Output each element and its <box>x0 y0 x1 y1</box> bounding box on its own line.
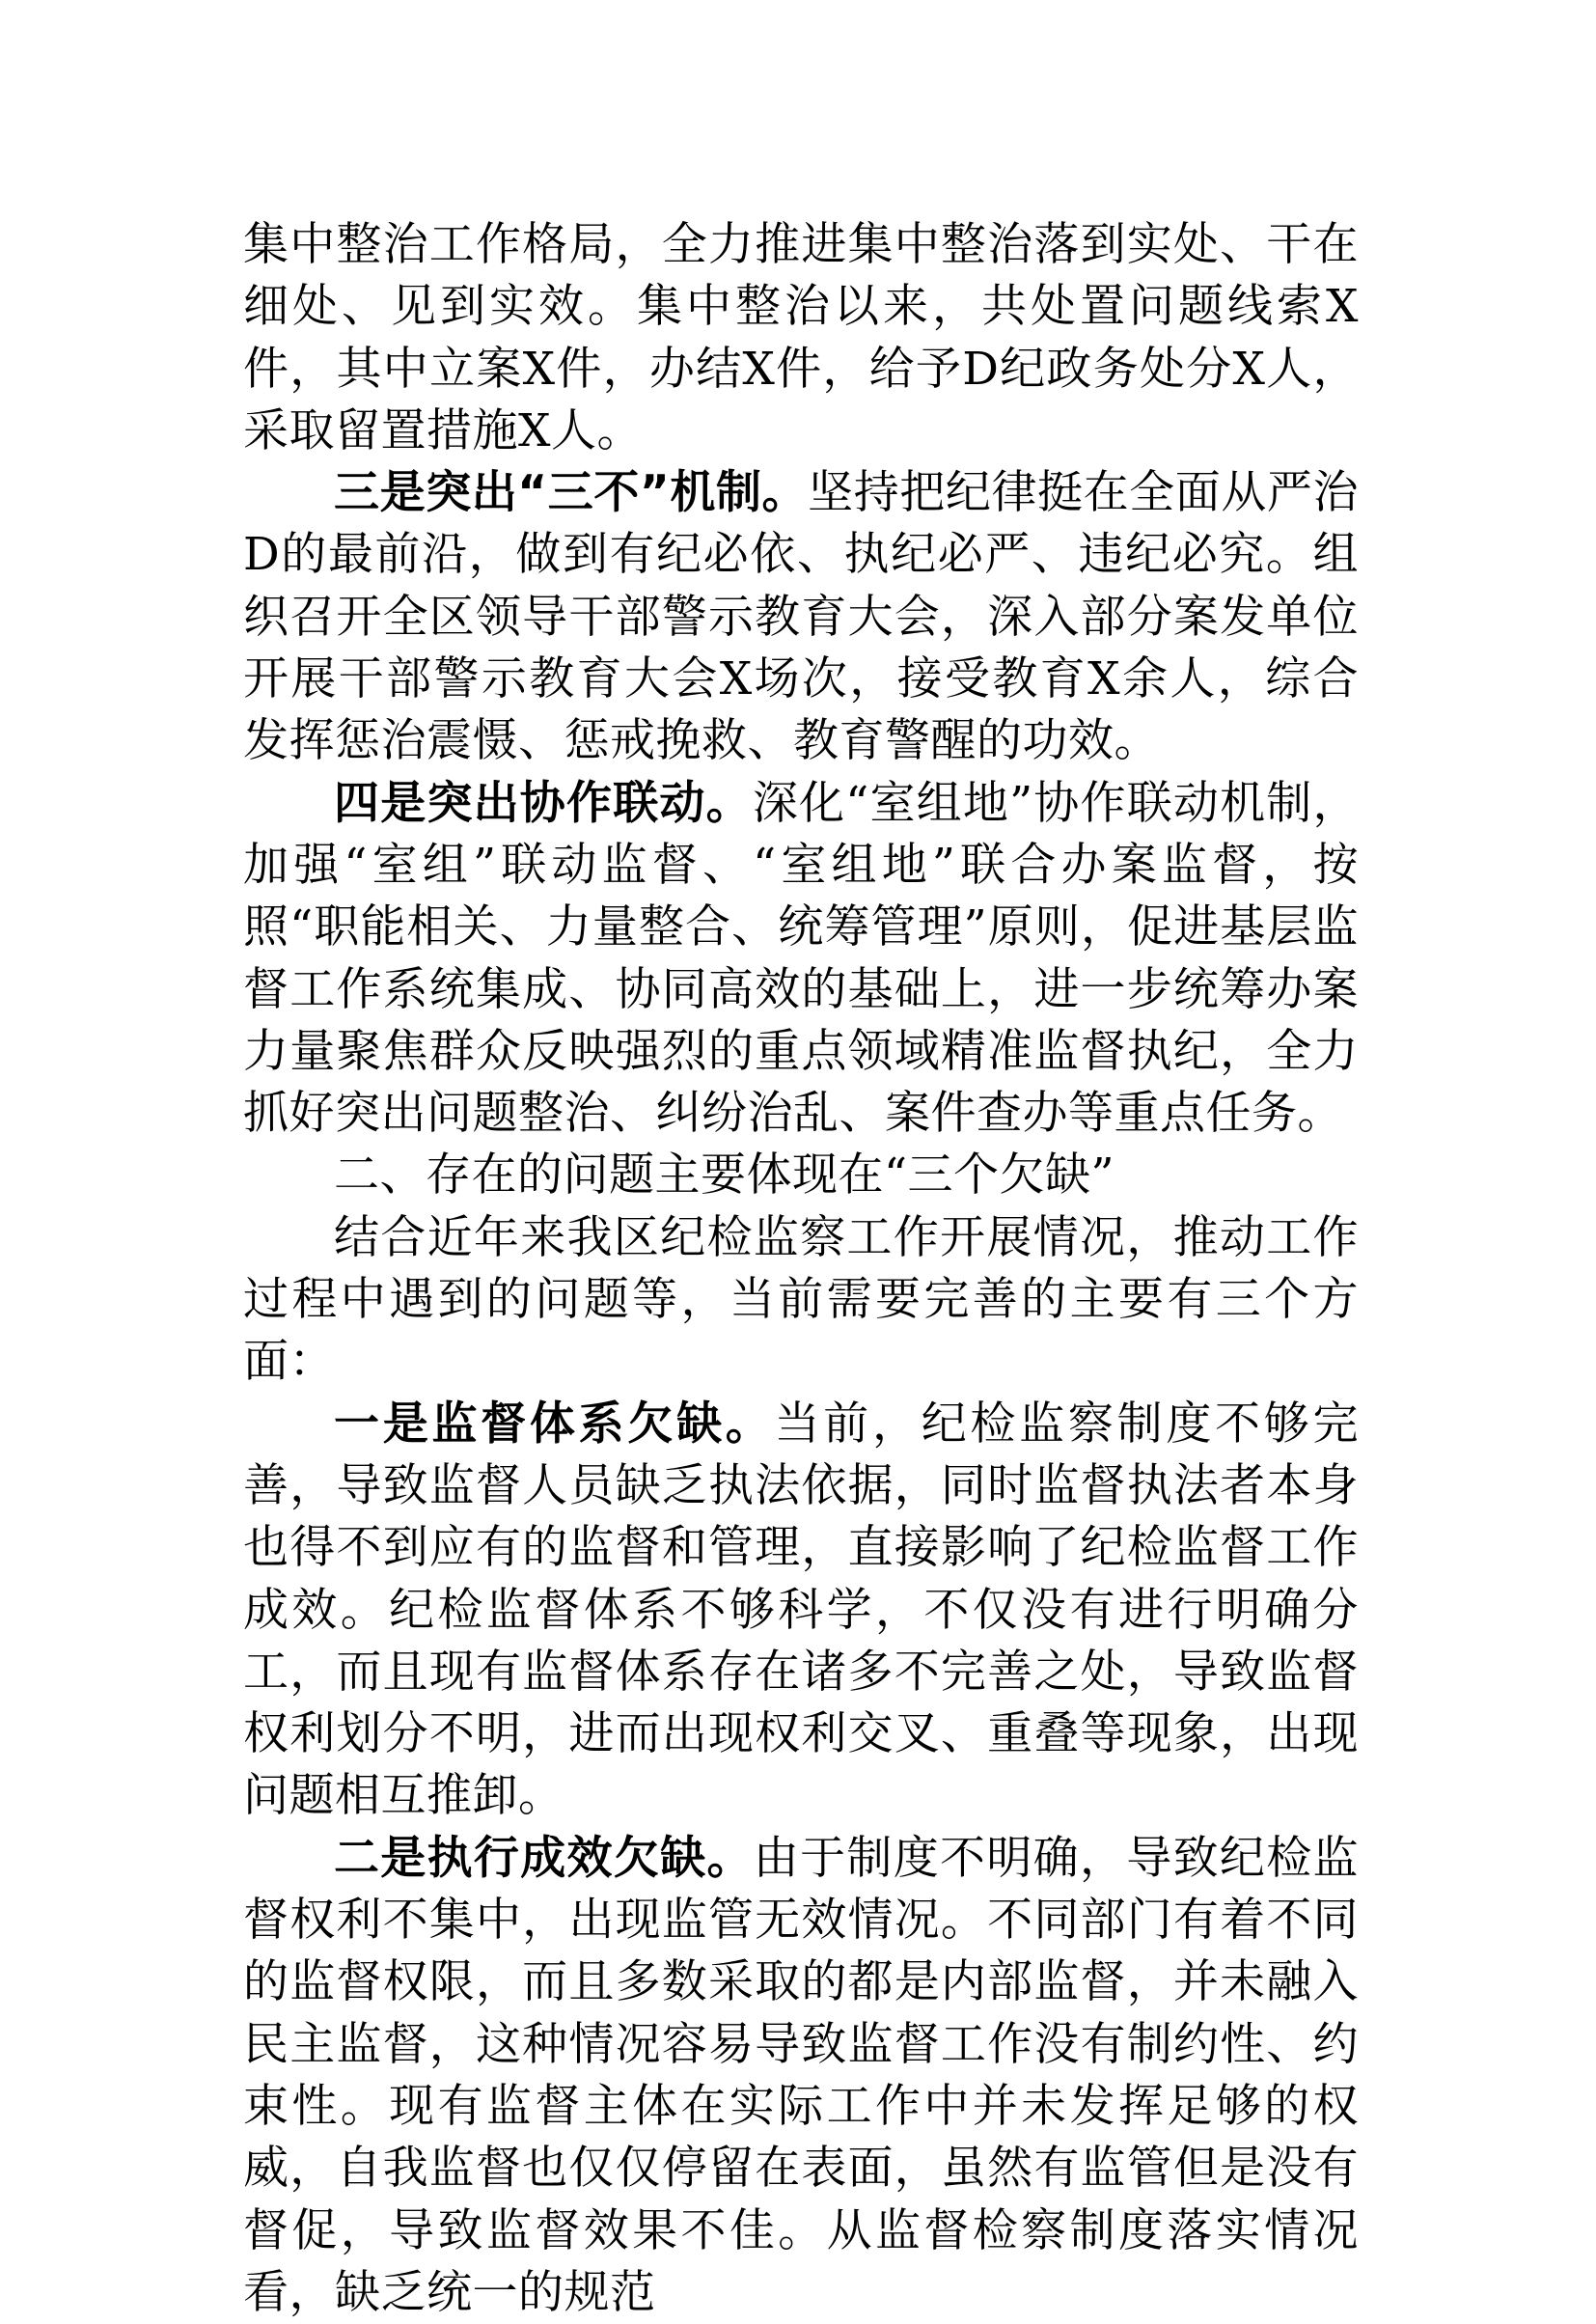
paragraph-7-text: 由于制度不明确，导致纪检监督权利不集中，出现监管无效情况。不同部门有着不同的监督权限，而且多数采取的都是内部监督，并未融入民主监督，这种情况容易导致监督工作没有制约性、约束性。现有监督主体在实际工作中并未发挥足够的权威，自我监督也仅仅停留在表面，虽然有监管但是没有督促，导致监督效果不佳。从监督检察制度落实情况看，缺乏统一的规范 <box>243 1831 1360 2319</box>
paragraph-6-text: 当前，纪检监察制度不够完善，导致监督人员缺乏执法依据，同时监督执法者本身也得不到应有的监督和管理，直接影响了纪检监督工作成效。纪检监督体系不够科学，不仅没有进行明确分工，而且现有监督体系存在诸多不完善之处，导致监督权利划分不明，进而出现权利交叉、重叠等现象，出现问题相互推卸。 <box>243 1397 1360 1823</box>
paragraph-3-text: 深化“室组地”协作联动机制，加强“室组”联动监督、“室组地”联合办案监督，按照“职能相关、力量整合、统筹管理”原则，促进基层监督工作系统集成、协同高效的基础上，进一步统筹办案力量聚焦群众反映强烈的重点领域精准监督执纪，全力抓好突出问题整治、纠纷治乱、案件查办等重点任务。 <box>243 776 1360 1141</box>
paragraph-7 <box>243 1828 1359 2324</box>
paragraph-1 <box>243 214 1359 462</box>
paragraph-7-lead: 二是执行成效欠缺。 <box>334 1831 754 1885</box>
paragraph-2-lead: 三是突出“三不”机制。 <box>334 466 809 520</box>
paragraph-2-text: 坚持把纪律挺在全面从严治D的最前沿，做到有纪必依、执纪必严、违纪必究。组织召开全区领导干部警示教育大会，深入部分案发单位开展干部警示教育大会X场次，接受教育X余人，综合发挥惩治震慑、惩戒挽救、教育警醒的功效。 <box>243 466 1359 768</box>
paragraph-2 <box>243 462 1359 772</box>
section-heading <box>243 1145 1359 1206</box>
paragraph-3 <box>243 773 1359 1146</box>
paragraph-6 <box>243 1394 1359 1828</box>
paragraph-5 <box>243 1207 1359 1394</box>
paragraph-3-lead: 四是突出协作联动。 <box>334 776 753 830</box>
paragraph-6-lead: 一是监督体系欠缺。 <box>334 1397 775 1451</box>
section-heading-text: 二、存在的问题主要体现在“三个欠缺” <box>334 1148 1115 1203</box>
document-page <box>243 214 1359 2324</box>
paragraph-5-text: 结合近年来我区纪检监察工作开展情况，推动工作过程中遇到的问题等，当前需要完善的主要有三个方面： <box>243 1210 1359 1389</box>
paragraph-1-text: 集中整治工作格局，全力推进集中整治落到实处、干在细处、见到实效。集中整治以来，共处置问题线索X件，其中立案X件，办结X件，给予D纪政务处分X人，采取留置措施X人。 <box>243 218 1359 457</box>
